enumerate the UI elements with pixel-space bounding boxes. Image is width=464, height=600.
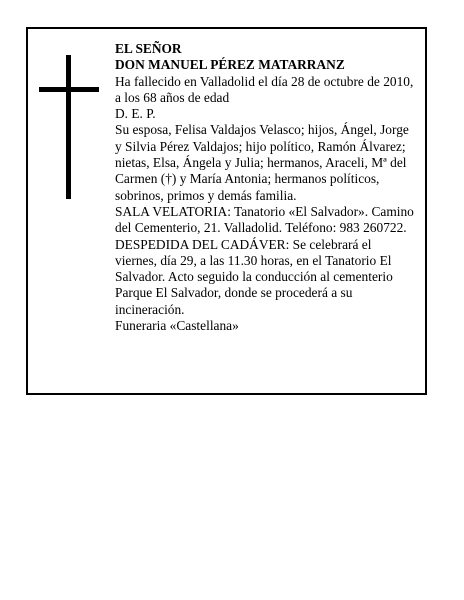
- family-line-5: sobrinos, primos y demás familia.: [115, 187, 297, 203]
- family-line-2: y Silvia Pérez Valdajos; hijo político, Ramón Álvarez;: [115, 138, 406, 154]
- family-line-1: Su esposa, Felisa Valdajos Velasco; hijos, Ángel, Jorge: [115, 122, 409, 138]
- deceased-title: EL SEÑOR: [115, 41, 182, 56]
- cross-horizontal-bar: [39, 87, 99, 92]
- farewell-line-4: Parque El Salvador, donde se procederá a su: [115, 285, 353, 301]
- death-line-2: a los 68 años de edad: [115, 89, 230, 105]
- family-line-4: Carmen (†) y María Antonia; hermanos políticos,: [115, 171, 380, 187]
- obituary-notice: [26, 27, 427, 395]
- deceased-name: DON MANUEL PÉREZ MATARRANZ: [115, 57, 345, 73]
- family-line-3: nietas, Elsa, Ángela y Julia; hermanos, Araceli, Mª del: [115, 155, 407, 171]
- farewell-line-1: DESPEDIDA DEL CADÁVER: Se celebrará el: [115, 236, 372, 252]
- rip-line: D. E. P.: [115, 106, 156, 122]
- farewell-line-3: Salvador. Acto seguido la conducción al cementerio: [115, 269, 393, 285]
- wake-line-1: SALA VELATORIA: Tanatorio «El Salvador». Camino: [115, 203, 414, 219]
- farewell-line-2: viernes, día 29, a las 11.30 horas, en el Tanatorio El: [115, 252, 392, 268]
- death-line-1: Ha fallecido en Valladolid el día 28 de octubre de 2010,: [115, 73, 414, 89]
- farewell-line-5: incineración.: [115, 301, 185, 317]
- obituary-text: [115, 41, 425, 334]
- latin-cross-icon: [39, 55, 99, 199]
- cross-vertical-bar: [66, 55, 71, 199]
- wake-line-2: del Cementerio, 21. Valladolid. Teléfono: 983 260722.: [115, 220, 407, 236]
- funeral-home: Funeraria «Castellana»: [115, 318, 239, 334]
